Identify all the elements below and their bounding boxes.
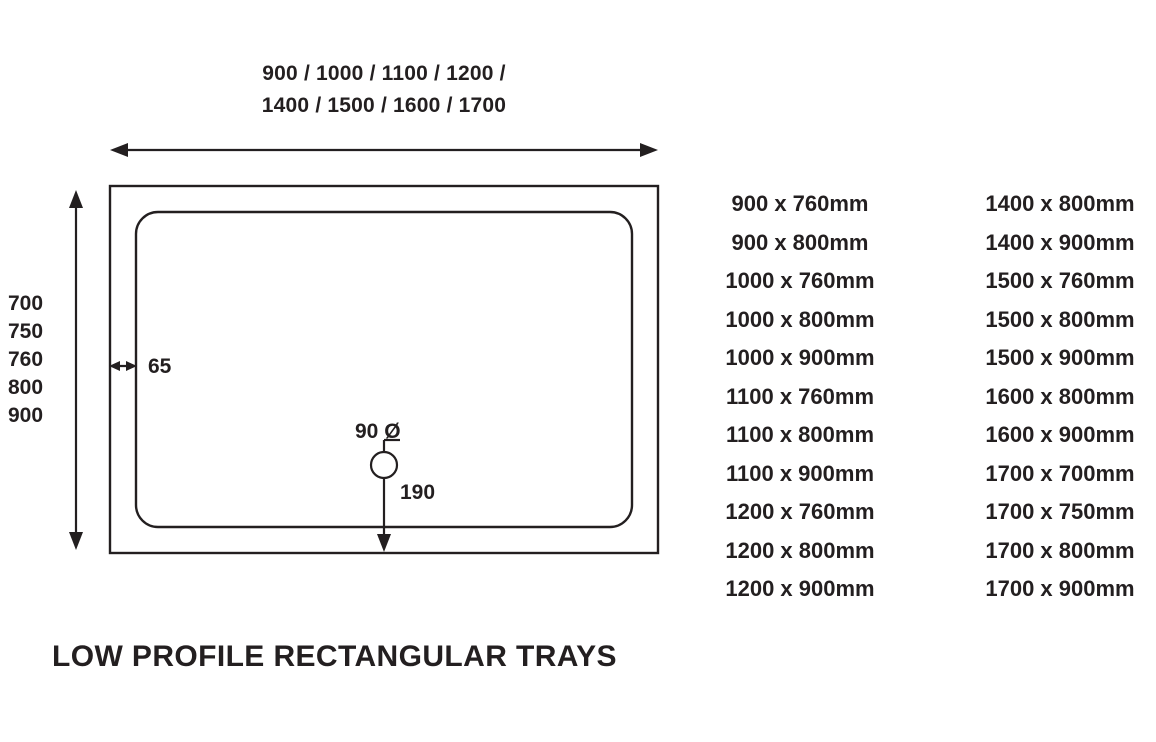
left-dimension-value-4: 800	[8, 376, 44, 399]
left-dimension-arrow-top	[69, 190, 83, 208]
top-dimension-arrow-left	[110, 143, 128, 157]
size-item: 900 x 760mm	[731, 191, 869, 216]
size-item: 1700 x 800mm	[985, 537, 1135, 563]
left-dimension-value-3: 760	[8, 348, 44, 371]
size-item: 1200 x 760mm	[725, 499, 875, 524]
top-dimension-arrow-right	[640, 143, 658, 157]
waste-outlet-circle	[371, 452, 397, 478]
size-item: 1000 x 800mm	[725, 306, 875, 332]
edge-width-label: 65	[148, 355, 172, 378]
waste-offset-arrow-bottom	[377, 534, 391, 552]
left-dimension-value-1: 700	[8, 292, 44, 315]
size-item: 1200 x 800mm	[725, 537, 875, 563]
size-item: 1100 x 800mm	[725, 422, 875, 447]
size-item: 1600 x 800mm	[985, 383, 1135, 409]
left-dimension-value-5: 900	[8, 404, 44, 427]
size-list-left-column	[700, 185, 900, 609]
size-item: 1000 x 760mm	[725, 268, 875, 293]
size-item: 1200 x 900mm	[725, 576, 875, 601]
size-item: 1000 x 900mm	[725, 345, 875, 370]
size-item: 1500 x 800mm	[985, 306, 1135, 332]
top-dimension-line-2: 1400 / 1500 / 1600 / 1700	[261, 94, 507, 117]
page-title: LOW PROFILE RECTANGULAR TRAYS	[52, 640, 617, 673]
top-dimension-line-1: 900 / 1000 / 1100 / 1200 /	[262, 62, 506, 85]
size-item: 1400 x 800mm	[985, 191, 1135, 216]
size-item: 1700 x 750mm	[985, 499, 1135, 524]
size-item: 1700 x 900mm	[985, 576, 1135, 601]
size-item: 1500 x 760mm	[985, 268, 1135, 293]
size-item: 1500 x 900mm	[985, 345, 1135, 370]
size-item: 900 x 800mm	[731, 229, 869, 255]
size-item: 1700 x 700mm	[985, 460, 1135, 486]
size-item: 1100 x 760mm	[725, 383, 875, 409]
size-item: 1600 x 900mm	[985, 422, 1135, 447]
waste-diameter-label: 90 Ø	[355, 420, 401, 443]
size-list-right-column	[960, 185, 1156, 609]
left-dimension-arrow-bottom	[69, 532, 83, 550]
waste-offset-label: 190	[400, 481, 436, 504]
left-dimension-value-2: 750	[8, 320, 44, 343]
size-item: 1400 x 900mm	[985, 229, 1135, 255]
size-item: 1100 x 900mm	[725, 460, 875, 486]
